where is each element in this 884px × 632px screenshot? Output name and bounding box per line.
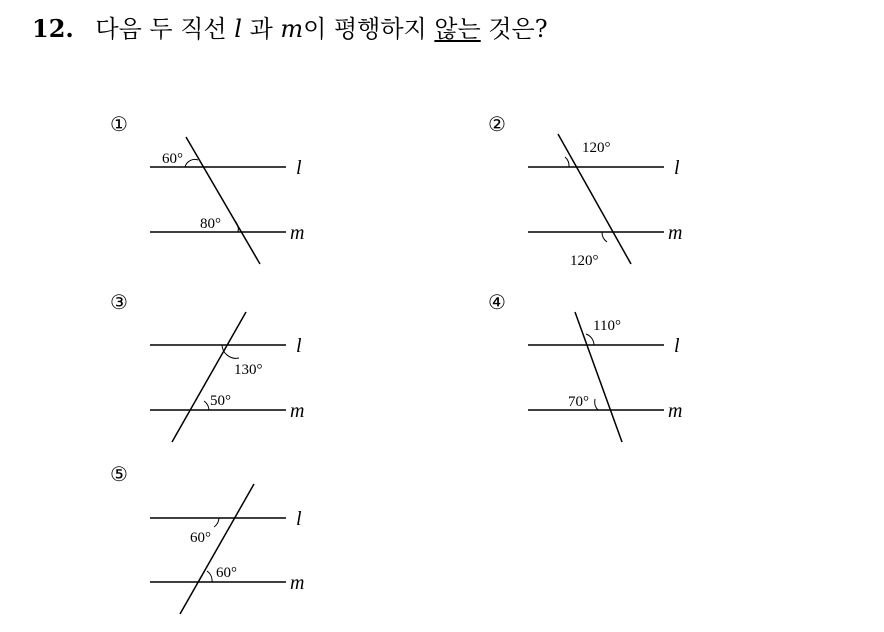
angle-arc-top [222,345,239,358]
angle-label-bottom: 80° [200,216,221,232]
line-label-l: l [674,335,680,357]
line-label-l: l [674,157,680,179]
angle-arc-bottom [204,401,209,410]
angle-label-bottom: 70° [568,394,589,410]
question-text-part: 과 [249,15,273,43]
line-label-m: m [668,400,683,422]
option-marker: ③ [110,290,128,314]
option-1[interactable] [110,112,410,282]
question-header [32,10,548,48]
angle-arc-top [565,157,569,167]
angle-label-bottom: 50° [210,393,231,409]
angle-label-top: 60° [162,151,183,167]
angle-label-bottom: 60° [216,565,237,581]
line-label-m: m [668,222,683,244]
option-4-diagram [488,290,788,460]
angle-arc-bottom [595,399,598,410]
question-emphasis: 않는 [434,15,481,43]
option-marker: ② [488,112,506,136]
angle-label-top: 120° [582,140,611,156]
question-text [95,15,547,43]
option-2[interactable] [488,112,788,282]
option-4[interactable] [488,290,788,460]
line-label-m: m [290,222,305,244]
option-marker: ④ [488,290,506,314]
option-marker: ① [110,112,128,136]
angle-label-bottom: 120° [570,253,599,269]
angle-arc-bottom [602,232,607,242]
option-3[interactable] [110,290,410,460]
line-label-l: l [296,508,302,530]
angle-label-top: 110° [593,318,621,334]
question-number: 12. [32,14,74,43]
angle-arc-bottom [207,571,212,582]
question-text-part: 이 평행하지 [303,15,427,43]
option-1-diagram [110,112,410,282]
option-2-diagram [488,112,788,282]
option-marker: ⑤ [110,462,128,486]
transversal [180,484,254,614]
angle-label-top: 130° [234,362,263,378]
line-label-l: l [296,157,302,179]
variable-l: l [234,15,242,43]
line-label-l: l [296,335,302,357]
transversal [186,137,260,264]
angle-arc-top [214,518,219,527]
angle-arc-top [586,334,594,345]
angle-arc-top [185,159,198,167]
question-text-part: 다음 두 직선 [95,15,227,43]
angle-label-top: 60° [190,530,211,546]
line-label-m: m [290,400,305,422]
line-label-m: m [290,572,305,594]
variable-m: m [280,15,304,43]
option-3-diagram [110,290,410,460]
option-5-diagram [110,462,410,622]
question-text-part: 것은? [488,15,548,43]
option-5[interactable] [110,462,410,632]
